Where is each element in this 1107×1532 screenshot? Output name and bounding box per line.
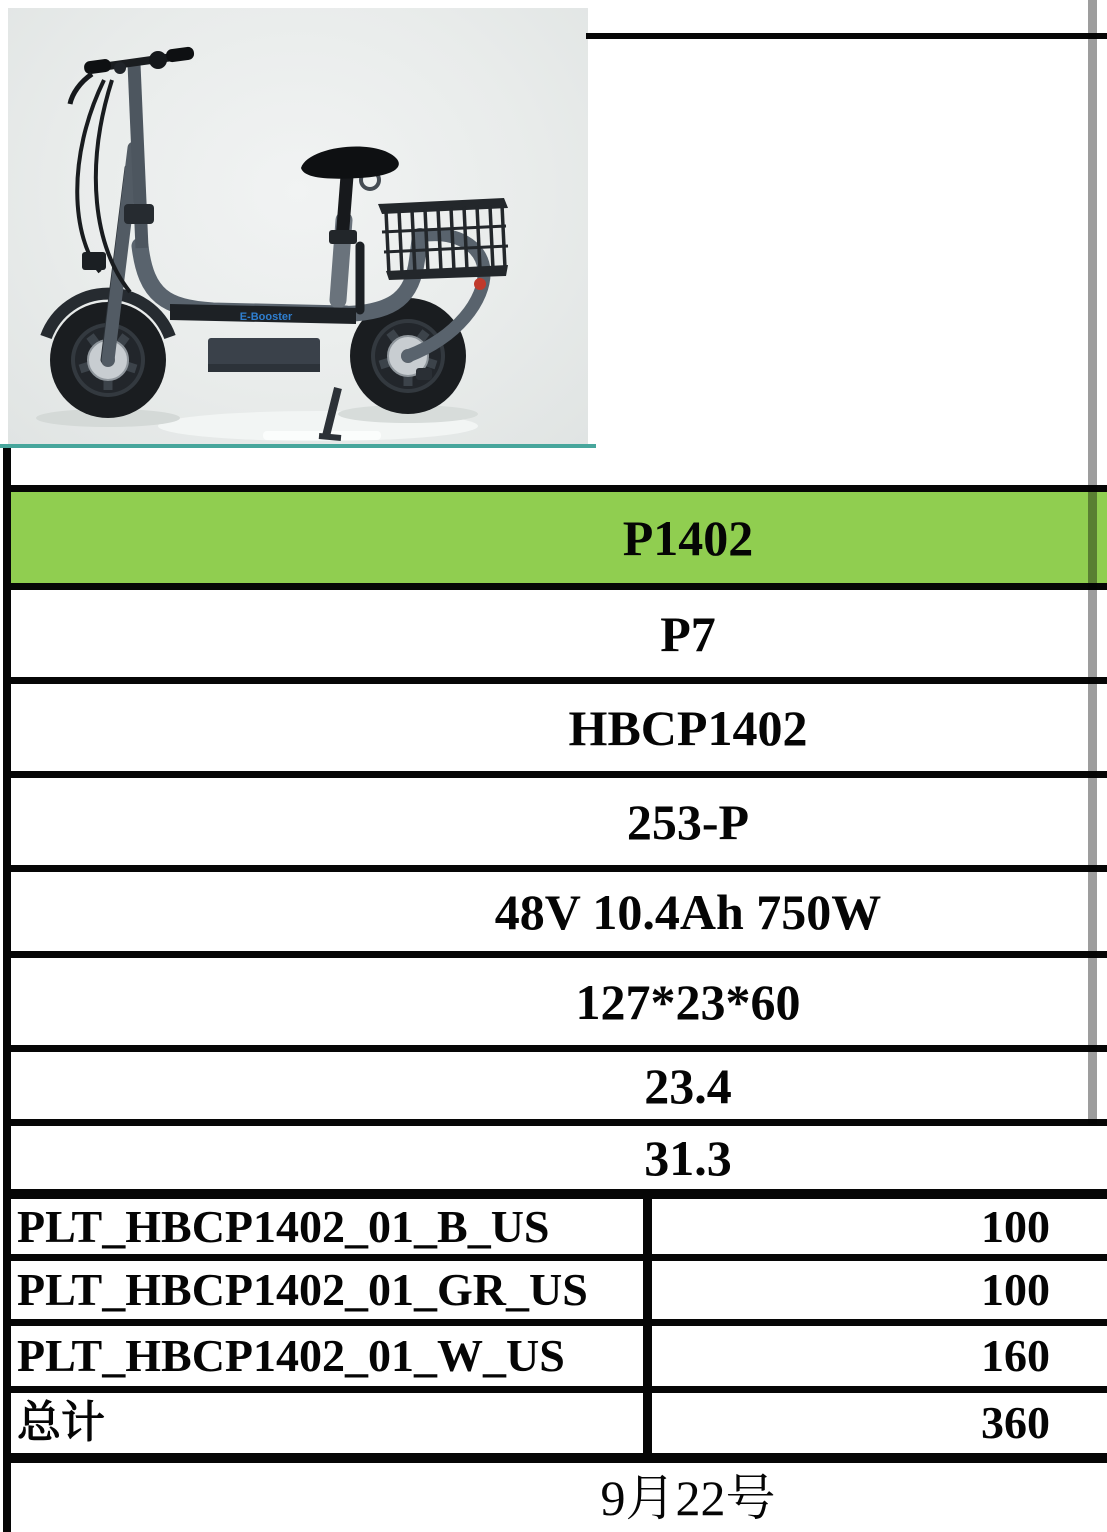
row-gross-weight — [11, 1119, 1107, 1189]
date-value: 9月22号 — [600, 1469, 776, 1526]
rear-basket — [378, 198, 508, 290]
row-series — [11, 583, 1107, 677]
column-divider — [643, 1261, 652, 1319]
gross-weight-value: 31.3 — [644, 1129, 732, 1186]
qty-cell: 100 — [981, 1264, 1050, 1315]
row-total — [11, 1386, 1107, 1453]
scooter-image — [8, 8, 588, 444]
gray-column-gridline — [1088, 0, 1097, 1124]
row-blank — [11, 448, 1107, 485]
qty-cell: 100 — [981, 1200, 1050, 1252]
row-model — [11, 485, 1107, 583]
total-qty: 360 — [981, 1397, 1050, 1448]
row-date — [11, 1453, 1107, 1532]
front-reflector — [82, 252, 106, 270]
table-row — [11, 1189, 1107, 1254]
table-row — [11, 1254, 1107, 1319]
sku-value: HBCP1402 — [568, 699, 808, 756]
model-value: P1402 — [622, 509, 754, 566]
qty-cell: 160 — [981, 1330, 1050, 1381]
row-sku — [11, 677, 1107, 771]
code-value: 253-P — [626, 793, 750, 850]
row-battery — [11, 865, 1107, 951]
handlebar — [70, 46, 195, 292]
dimensions-value: 127*23*60 — [575, 973, 801, 1030]
column-divider — [643, 1393, 652, 1453]
row-net-weight — [11, 1045, 1107, 1119]
deck-logo-text: E-Booster — [239, 311, 293, 323]
battery-value: 48V 10.4Ah 750W — [494, 883, 882, 940]
sku-code-cell: PLT_HBCP1402_01_GR_US — [17, 1264, 588, 1315]
row-code — [11, 771, 1107, 865]
taillight — [474, 278, 486, 290]
product-photo — [8, 8, 588, 444]
net-weight-value: 23.4 — [644, 1057, 732, 1114]
spec-table — [3, 448, 1107, 1532]
sku-code-cell: PLT_HBCP1402_01_B_US — [17, 1200, 550, 1252]
table-row — [11, 1319, 1107, 1386]
series-value: P7 — [660, 605, 716, 662]
total-label: 总计 — [17, 1398, 105, 1447]
column-divider — [643, 1199, 652, 1254]
battery-box — [208, 338, 320, 372]
column-divider — [643, 1326, 652, 1386]
row-dimensions — [11, 951, 1107, 1045]
sku-code-cell: PLT_HBCP1402_01_W_US — [17, 1330, 565, 1381]
top-cell-border — [586, 33, 1107, 39]
